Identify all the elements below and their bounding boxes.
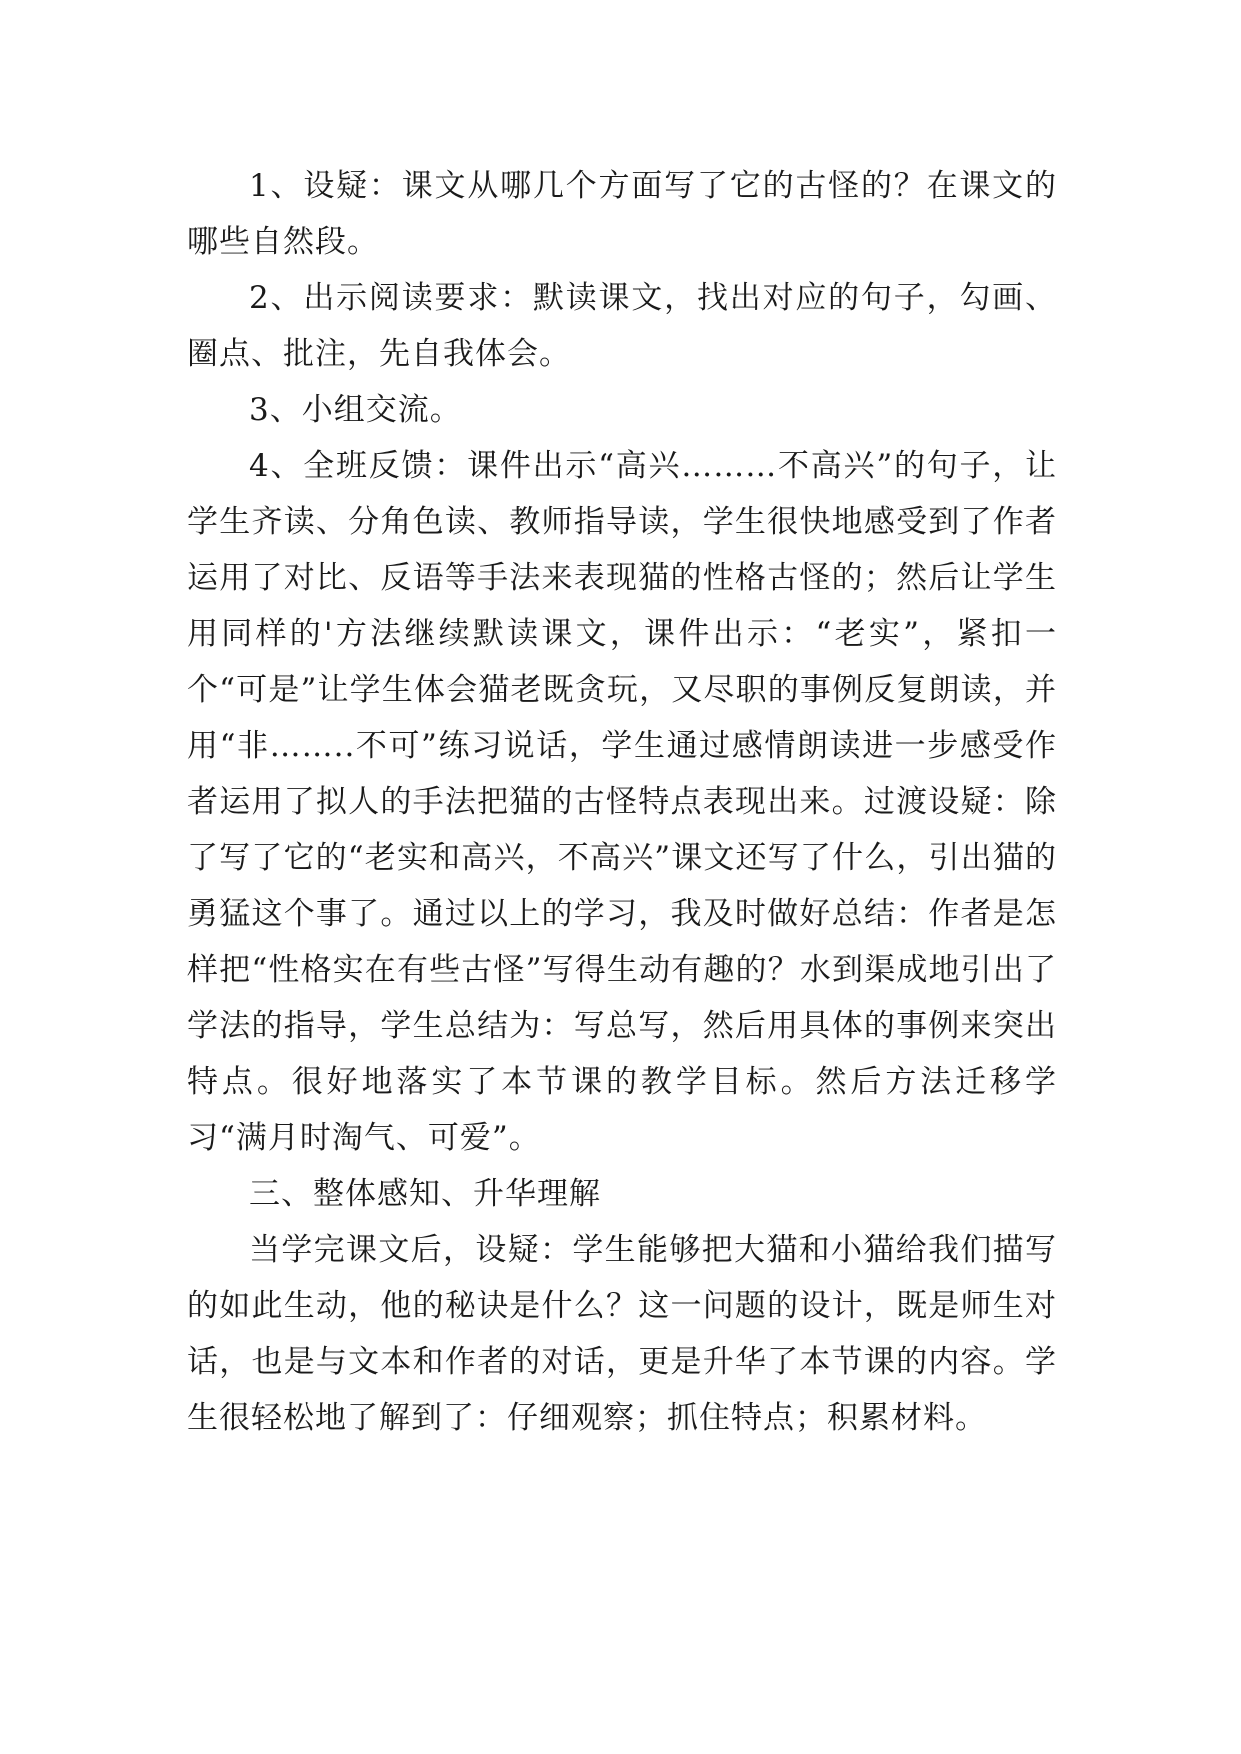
- paragraph-class-feedback: 4、全班反馈：课件出示“高兴………不高兴”的句子，让学生齐读、分角色读、教师指导读，学生很快地感受到了作者运用了对比、反语等手法来表现猫的性格古怪的；然后让学生用同样的'方法继续默读课文，课件出示：“老实”，紧扣一个“可是”让学生体会猫老既贪玩，又尽职的事例反复朗读，并用“非……..不可”练习说话，学生通过感情朗读进一步感受作者运用了拟人的手法把猫的古怪特点表现出来。过渡设疑：除了写了它的“老实和高兴，不高兴”课文还写了什么，引出猫的勇猛这个事了。通过以上的学习，我及时做好总结：作者是怎样把“性格实在有些古怪”写得生动有趣的？水到渠成地引出了学法的指导，学生总结为：写总写，然后用具体的事例来突出特点。很好地落实了本节课的教学目标。然后方法迁移学习“满月时淘气、可爱”。: [187, 448, 1057, 1156]
- section-heading: 三、整体感知、升华理解: [249, 1176, 601, 1212]
- paragraph-group-discussion: 3、小组交流。: [249, 392, 462, 428]
- paragraph-reading-requirements: 2、出示阅读要求：默读课文，找出对应的句子，勾画、圈点、批注，先自我体会。: [187, 280, 1057, 372]
- paragraph-summary: 当学完课文后，设疑：学生能够把大猫和小猫给我们描写的如此生动，他的秘诀是什么？这一问题的设计，既是师生对话，也是与文本和作者的对话，更是升华了本节课的内容。学生很轻松地了解到了：仔细观察；抓住特点；积累材料。: [187, 1232, 1057, 1436]
- paragraph-question-setting: 1、设疑：课文从哪几个方面写了它的古怪的？在课文的哪些自然段。: [187, 168, 1057, 260]
- document-body: [187, 158, 1057, 1446]
